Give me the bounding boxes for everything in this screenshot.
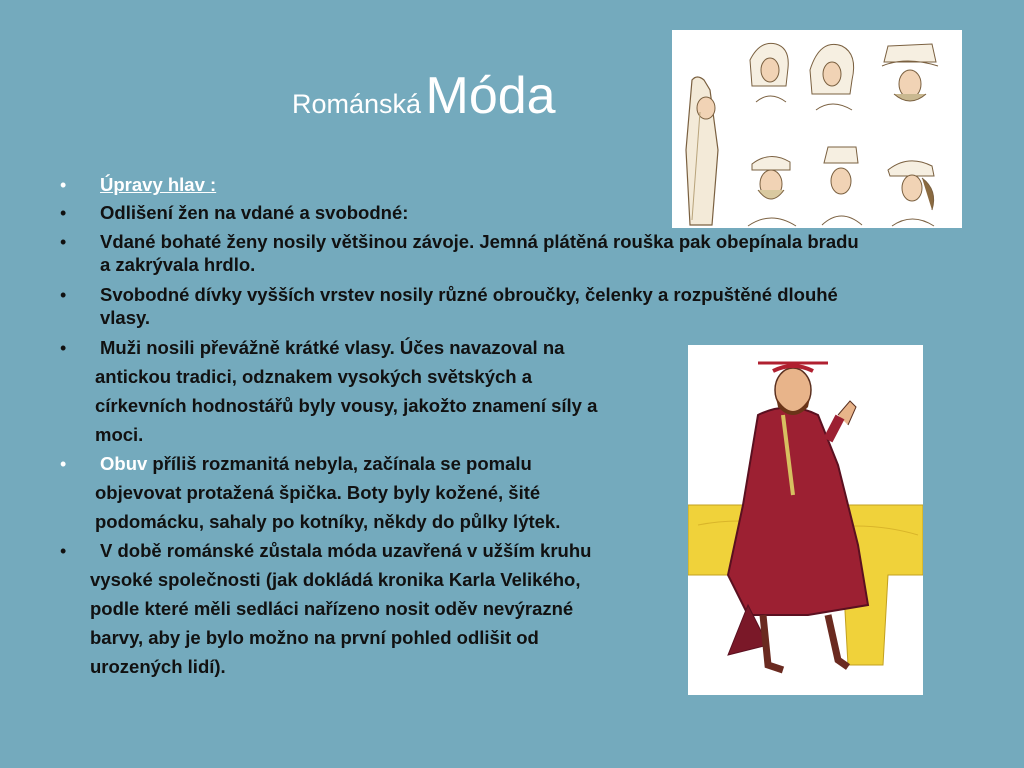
bullet-6-lead: Obuv [100,453,148,474]
bullet-1-text [100,174,216,196]
bullet-3-text: Vdané bohaté ženy nosily většinou závoje. Jemná plátěná rouška pak obepínala bradu [100,231,859,252]
bullet-marker: • [60,285,67,305]
bullet-marker: • [60,454,67,474]
bullet-7-cont4: urozených lidí). [90,656,226,677]
bullet-6-rest: příliš rozmanitá nebyla, začínala se pomalu [147,453,532,474]
bullet-2-text: Odlišení žen na vdané a svobodné: [100,202,409,223]
bullet-marker: • [60,175,67,195]
bullet-6-cont1: objevovat protažená špička. Boty byly kožené, šité [95,482,541,503]
bullet-marker: • [60,338,67,358]
bullet-4-cont: vlasy. [100,307,151,328]
bullet-5-text: Muži nosili převážně krátké vlasy. Účes navazoval na [100,337,565,358]
bullet-6-text [100,453,532,475]
bullet-7-cont1: vysoké společnosti (jak dokládá kronika Karla Velikého, [90,569,581,590]
bullet-7-cont3: barvy, aby je bylo možno na první pohled odlišit od [90,627,539,648]
bullet-5-cont1: antickou tradici, odznakem vysokých světských a [95,366,532,387]
title-big: Móda [425,67,556,125]
bullet-6-cont2: podomácku, sahaly po kotníky, někdy do půlky lýtek. [95,511,561,532]
bullet-4-text: Svobodné dívky vyšších vrstev nosily různé obroučky, čelenky a rozpuštěné dlouhé [100,284,838,305]
title-small: Románská [292,89,422,119]
bullet-5-cont2: církevních hodnostářů byly vousy, jakožto znamení síly a [95,395,598,416]
bullet-7-text: V době románské zůstala móda uzavřená v užším kruhu [100,540,592,561]
bullet-marker: • [60,232,67,252]
bullet-3-cont: a zakrývala hrdlo. [100,254,256,275]
bullet-5-cont3: moci. [95,424,144,445]
bullet-marker: • [60,541,67,561]
bullet-marker: • [60,203,67,223]
bullet-1-lead: Úpravy hlav : [100,174,217,195]
bullet-7-cont2: podle které měli sedláci nařízeno nosit oděv nevýrazné [90,598,574,619]
